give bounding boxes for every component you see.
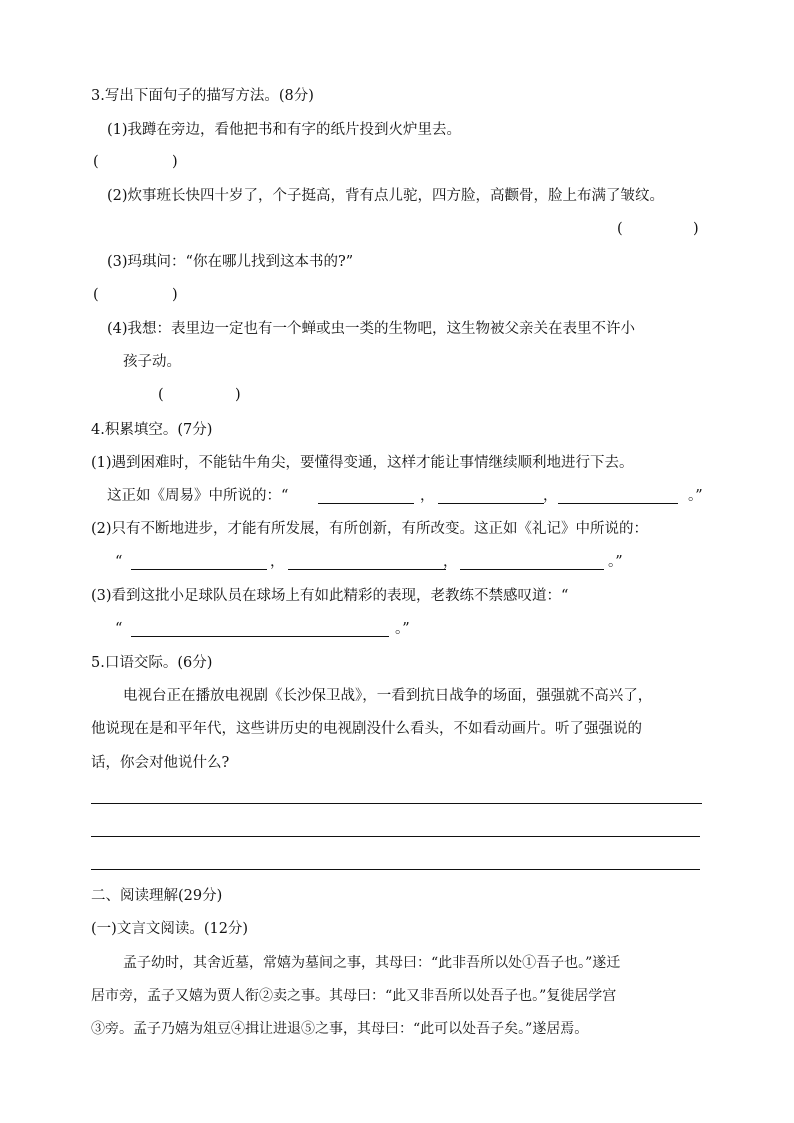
q3-sentence-4-cont: 孩子动。 [123, 354, 181, 370]
answer-line[interactable] [91, 803, 702, 804]
answer-line[interactable] [91, 836, 700, 837]
answer-paren-open: ( [158, 387, 164, 403]
q5-line-1: 电视台正在播放电视剧《长沙保卫战》，一看到抗日战争的场面，强强就不高兴了， [123, 688, 653, 704]
q4-title: 4.积累填空。(7分) [91, 422, 213, 438]
q5-line-3: 话，你会对他说什么? [91, 755, 230, 771]
classical-text-line-2: 居市旁，孟子又嬉为贾人衔②卖之事。其母曰：“此又非吾所以处吾子也。”复徙居学宫 [91, 988, 617, 1004]
answer-paren-close: ) [693, 221, 699, 237]
q3-sentence-3: (3)玛琪问：“你在哪儿找到这本书的?” [107, 254, 354, 270]
q5-line-2: 他说现在是和平年代，这些讲历史的电视剧没什么看头，不如看动画片。听了强强说的 [91, 721, 642, 737]
q5-title: 5.口语交际。(6分) [91, 655, 213, 671]
fill-blank[interactable] [131, 622, 389, 637]
answer-paren-close: ) [235, 387, 241, 403]
open-quote: “ [115, 621, 123, 637]
fill-blank[interactable] [131, 555, 267, 570]
answer-paren-open: ( [617, 221, 623, 237]
q4-item-1: (1)遇到困难时，不能钻牛角尖，要懂得变通，这样才能让事情继续顺利地进行下去。 [91, 455, 634, 471]
section-title: 二、阅读理解(29分) [91, 888, 223, 904]
q4-item-3: (3)看到这批小足球队员在球场上有如此精彩的表现，老教练不禁感叹道：“ [91, 588, 569, 604]
end-quote: 。” [608, 554, 623, 570]
end-quote: 。” [395, 621, 410, 637]
comma: ， [420, 488, 435, 504]
fill-blank[interactable] [558, 489, 678, 504]
q4-item-2: (2)只有不断地进步，才能有所发展，有所创新，有所改变。这正如《礼记》中所说的： [91, 521, 649, 537]
fill-blank[interactable] [288, 555, 446, 570]
fill-blank[interactable] [318, 489, 414, 504]
answer-paren-open: ( [93, 154, 99, 170]
classical-text-line-1: 孟子幼时，其舍近墓，常嬉为墓间之事，其母曰：“此非吾所以处①吾子也。”遂迁 [123, 955, 621, 971]
q4-item-1-prompt: 这正如《周易》中所说的：“ [107, 488, 289, 504]
answer-paren-open: ( [93, 287, 99, 303]
comma: ， [443, 554, 458, 570]
classical-text-line-3: ③旁。孟子乃嬉为俎豆④揖让进退⑤之事，其母曰：“此可以处吾子矣。”遂居焉。 [91, 1021, 589, 1037]
q3-sentence-2: (2)炊事班长快四十岁了，个子挺高，背有点儿驼，四方脸，高颧骨，脸上布满了皱纹。 [107, 188, 665, 204]
q3-sentence-4: (4)我想：表里边一定也有一个蝉或虫一类的生物吧，这生物被父亲关在表里不许小 [107, 321, 636, 337]
comma: ， [543, 488, 558, 504]
q3-title: 3.写出下面句子的描写方法。(8分) [91, 88, 314, 104]
fill-blank[interactable] [460, 555, 604, 570]
answer-paren-close: ) [172, 154, 178, 170]
comma: ， [270, 554, 285, 570]
answer-line[interactable] [91, 869, 700, 870]
fill-blank[interactable] [438, 489, 544, 504]
end-quote: 。” [688, 488, 703, 504]
answer-paren-close: ) [172, 287, 178, 303]
q3-sentence-1: (1)我蹲在旁边，看他把书和有字的纸片投到火炉里去。 [107, 122, 462, 138]
open-quote: “ [115, 554, 123, 570]
subsection-title: (一)文言文阅读。(12分) [91, 921, 249, 937]
